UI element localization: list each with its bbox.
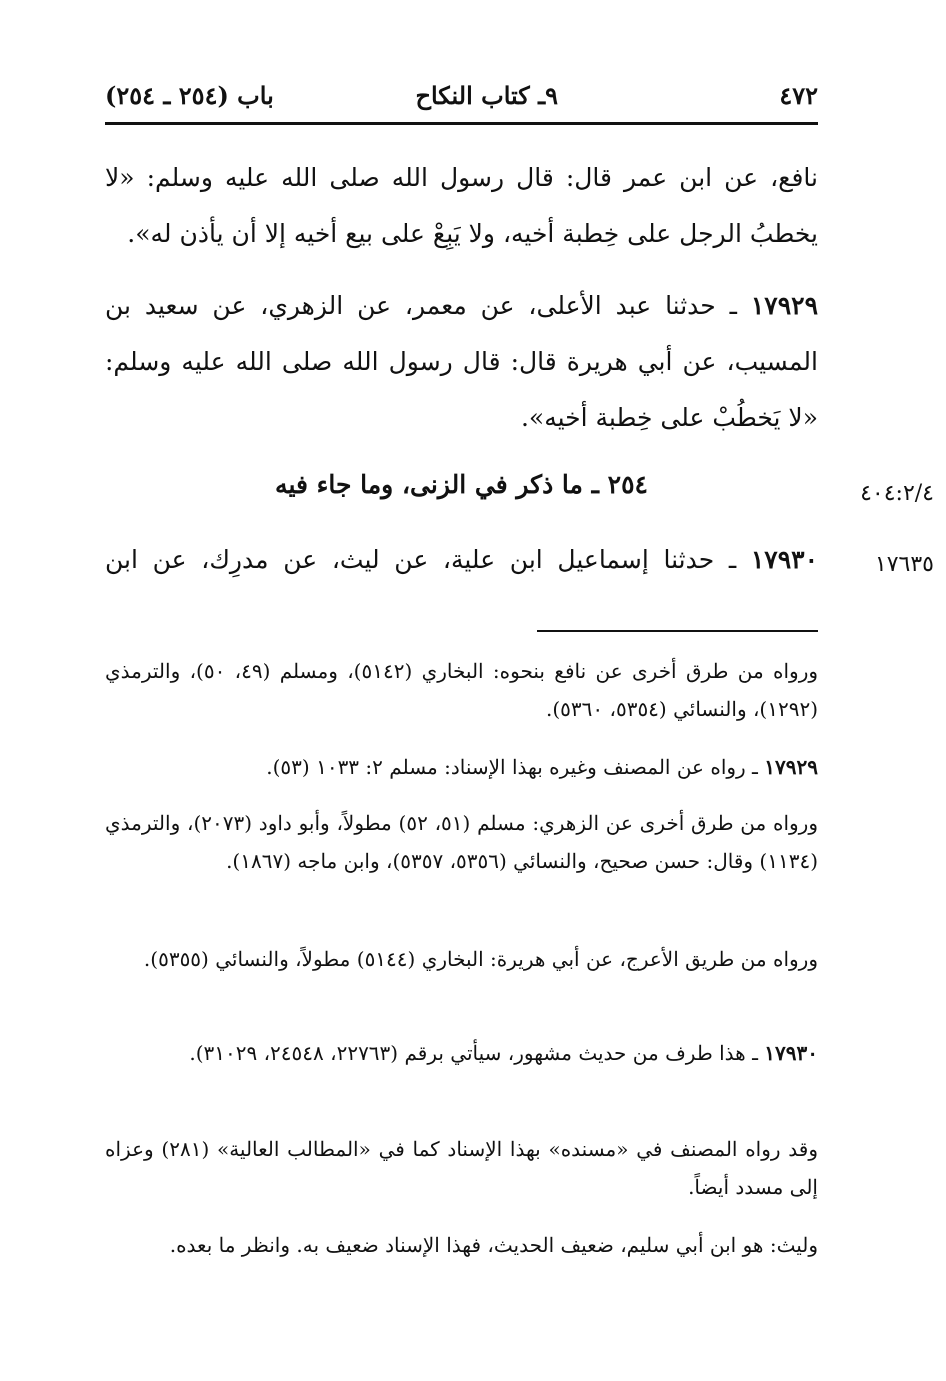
footnote [105, 1130, 818, 1206]
margin-reference-chapter: ٤٠٤:٢/٤ [860, 481, 934, 506]
footnote-text: ورواه من طرق أخرى عن نافع بنحوه: البخاري (٥١٤٢)، ومسلم (٤٩، ٥٠)، والترمذي (١٢٩٢)، والنسائي (٥٣٥٤، ٥٣٦٠). [105, 659, 819, 721]
footnote-text: ـ رواه عن المصنف وغيره بهذا الإسناد: مسلم ٢: ١٠٣٣ (٥٣). [266, 755, 765, 779]
footnote-text: وقد رواه المصنف في «مسنده» بهذا الإسناد كما في «المطالب العالية» (٢٨١) وعزاه إلى مسدد أيضاً. [105, 1137, 818, 1199]
hadith-number: ١٧٩٣٠ [750, 545, 818, 574]
footnote [105, 804, 818, 880]
footnote [105, 1034, 818, 1072]
margin-reference-hadith: ١٧٦٣٥ [874, 552, 934, 577]
paragraph-hadith-17929 [105, 278, 818, 446]
footnote-text: ـ هذا طرف من حديث مشهور، سيأتي برقم (٢٢٧٦٣، ٢٤٥٤٨، ٣١٠٢٩). [189, 1041, 765, 1065]
footnote [105, 940, 818, 978]
footnote [105, 1226, 818, 1264]
footnote [105, 652, 818, 728]
hadith-number: ١٧٩٢٩ [750, 291, 818, 320]
footnote-text: ورواه من طريق الأعرج، عن أبي هريرة: البخاري (٥١٤٤) مطولاً، والنسائي (٥٣٥٥). [143, 947, 818, 971]
book-title: ٩ـ كتاب النكاح [415, 81, 558, 110]
footnote-text: ورواه من طرق أخرى عن الزهري: مسلم (٥١، ٥٢) مطولاً، وأبو داود (٢٠٧٣)، والترمذي (١١٣٤) وقال: حسن صحيح، والنسائي (٥٣٥٦، ٥٣٥٧)، وابن ماجه (١٨٦٧). [105, 811, 818, 873]
page-number: ٤٧٢ [779, 81, 818, 110]
paragraph-hadith-17930 [105, 532, 818, 588]
footnote-text: وليث: هو ابن أبي سليم، ضعيف الحديث، فهذا الإسناد ضعيف به. وانظر ما بعده. [169, 1233, 818, 1257]
paragraph-text: نافع، عن ابن عمر قال: قال رسول الله صلى الله عليه وسلم: «لا يخطبُ الرجل على خِطبة أخيه، ولا يَبِعْ على بيع أخيه إلا أن يأذن له». [105, 163, 818, 248]
chapter-range: باب (٢٥٤ ـ ٢٥٤) [105, 81, 274, 110]
paragraph-text: ـ حدثنا عبد الأعلى، عن معمر، عن الزهري، عن سعيد بن المسيب، عن أبي هريرة قال: قال رسول الله صلى الله عليه وسلم: «لا يَخطُبْ على خِطبة أخيه». [105, 291, 818, 432]
footnote-number: ١٧٩٣٠ [764, 1041, 818, 1065]
footnote [105, 748, 818, 786]
header-rule [105, 122, 818, 125]
page-header [105, 78, 818, 118]
paragraph-continuation [105, 150, 818, 262]
footnote-separator [537, 630, 818, 632]
paragraph-text: ـ حدثنا إسماعيل ابن علية، عن ليث، عن مدرِك، عن ابن [105, 545, 751, 574]
chapter-heading: ٢٥٤ ـ ما ذكر في الزنى، وما جاء فيه [275, 470, 648, 499]
footnote-number: ١٧٩٢٩ [764, 755, 818, 779]
